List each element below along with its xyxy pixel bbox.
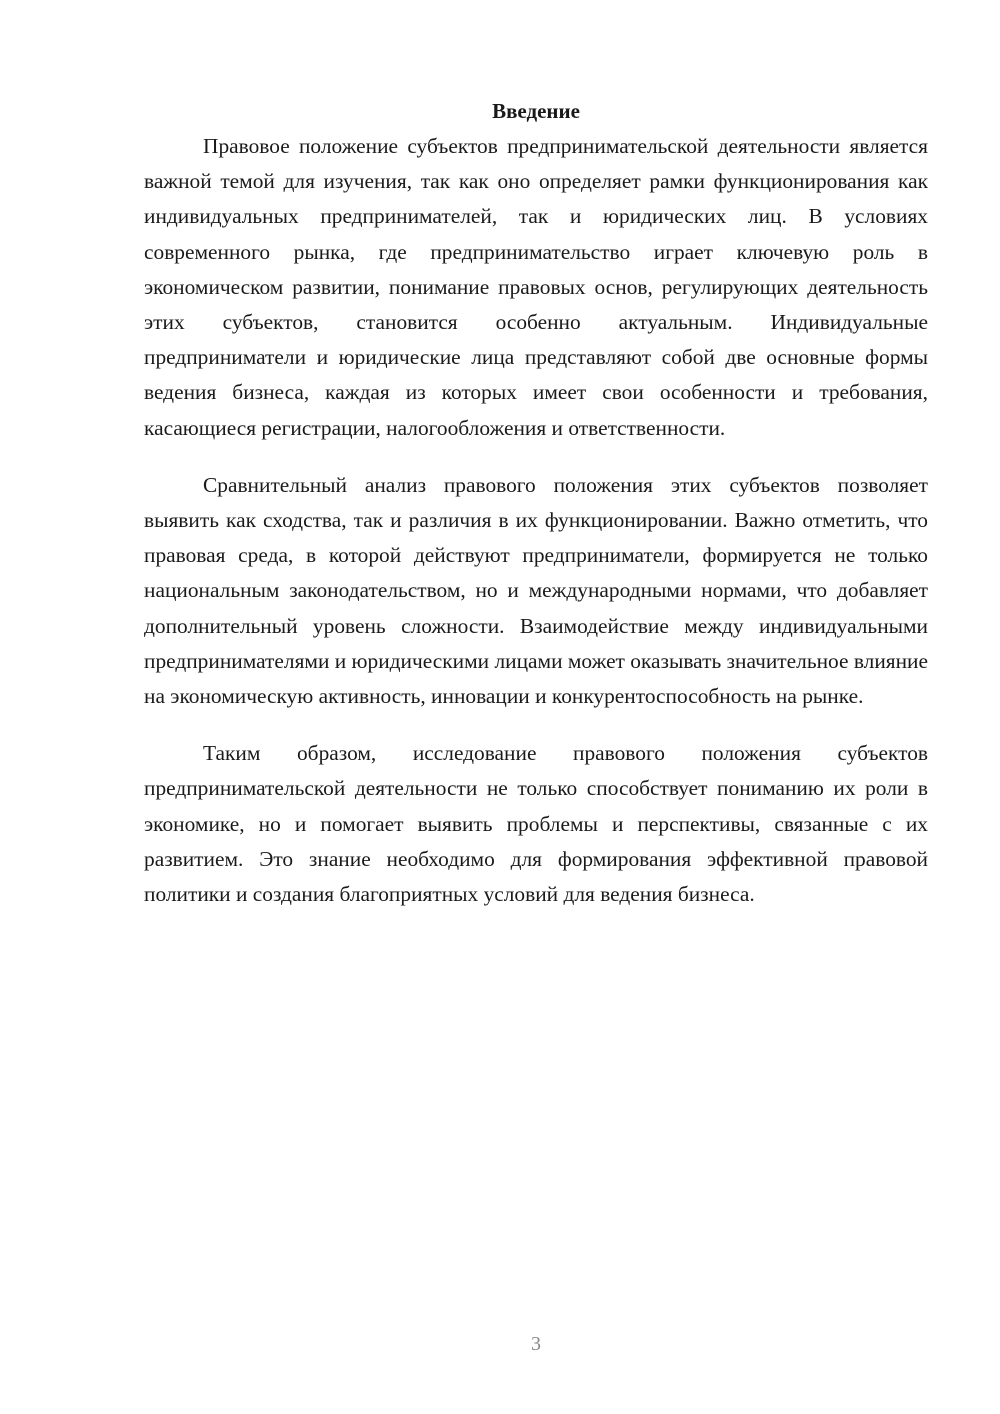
page-content bbox=[144, 94, 928, 912]
paragraph-1: Правовое положение субъектов предпринимательской деятельности является важной темой для изучения, так как оно определяет рамки функционирования как индивидуальных предпринимателей, так и юридических лиц. В условиях современного рынка, где предпринимательство играет ключевую роль в экономическом развитии, понимание правовых основ, регулирующих деятельность этих субъектов, становится особенно актуальным. Индивидуальные предприниматели и юридические лица представляют собой две основные формы ведения бизнеса, каждая из которых имеет свои особенности и требования, касающиеся регистрации, налогообложения и ответственности. bbox=[144, 134, 928, 440]
section-title: Введение bbox=[492, 99, 580, 123]
page-number: 3 bbox=[531, 1333, 541, 1355]
paragraph-3: Таким образом, исследование правового положения субъектов предпринимательской деятельности не только способствует пониманию их роли в экономике, но и помогает выявить проблемы и перспективы, связанные с их развитием. Это знание необходимо для формирования эффективной правовой политики и создания благоприятных условий для ведения бизнеса. bbox=[144, 741, 928, 907]
paragraph-2: Сравнительный анализ правового положения этих субъектов позволяет выявить как сходства, так и различия в их функционировании. Важно отметить, что правовая среда, в которой действуют предприниматели, формируется не только национальным законодательством, но и международными нормами, что добавляет дополнительный уровень сложности. Взаимодействие между индивидуальными предпринимателями и юридическими лицами может оказывать значительное влияние на экономическую активность, инновации и конкурентоспособность на рынке. bbox=[144, 472, 928, 709]
